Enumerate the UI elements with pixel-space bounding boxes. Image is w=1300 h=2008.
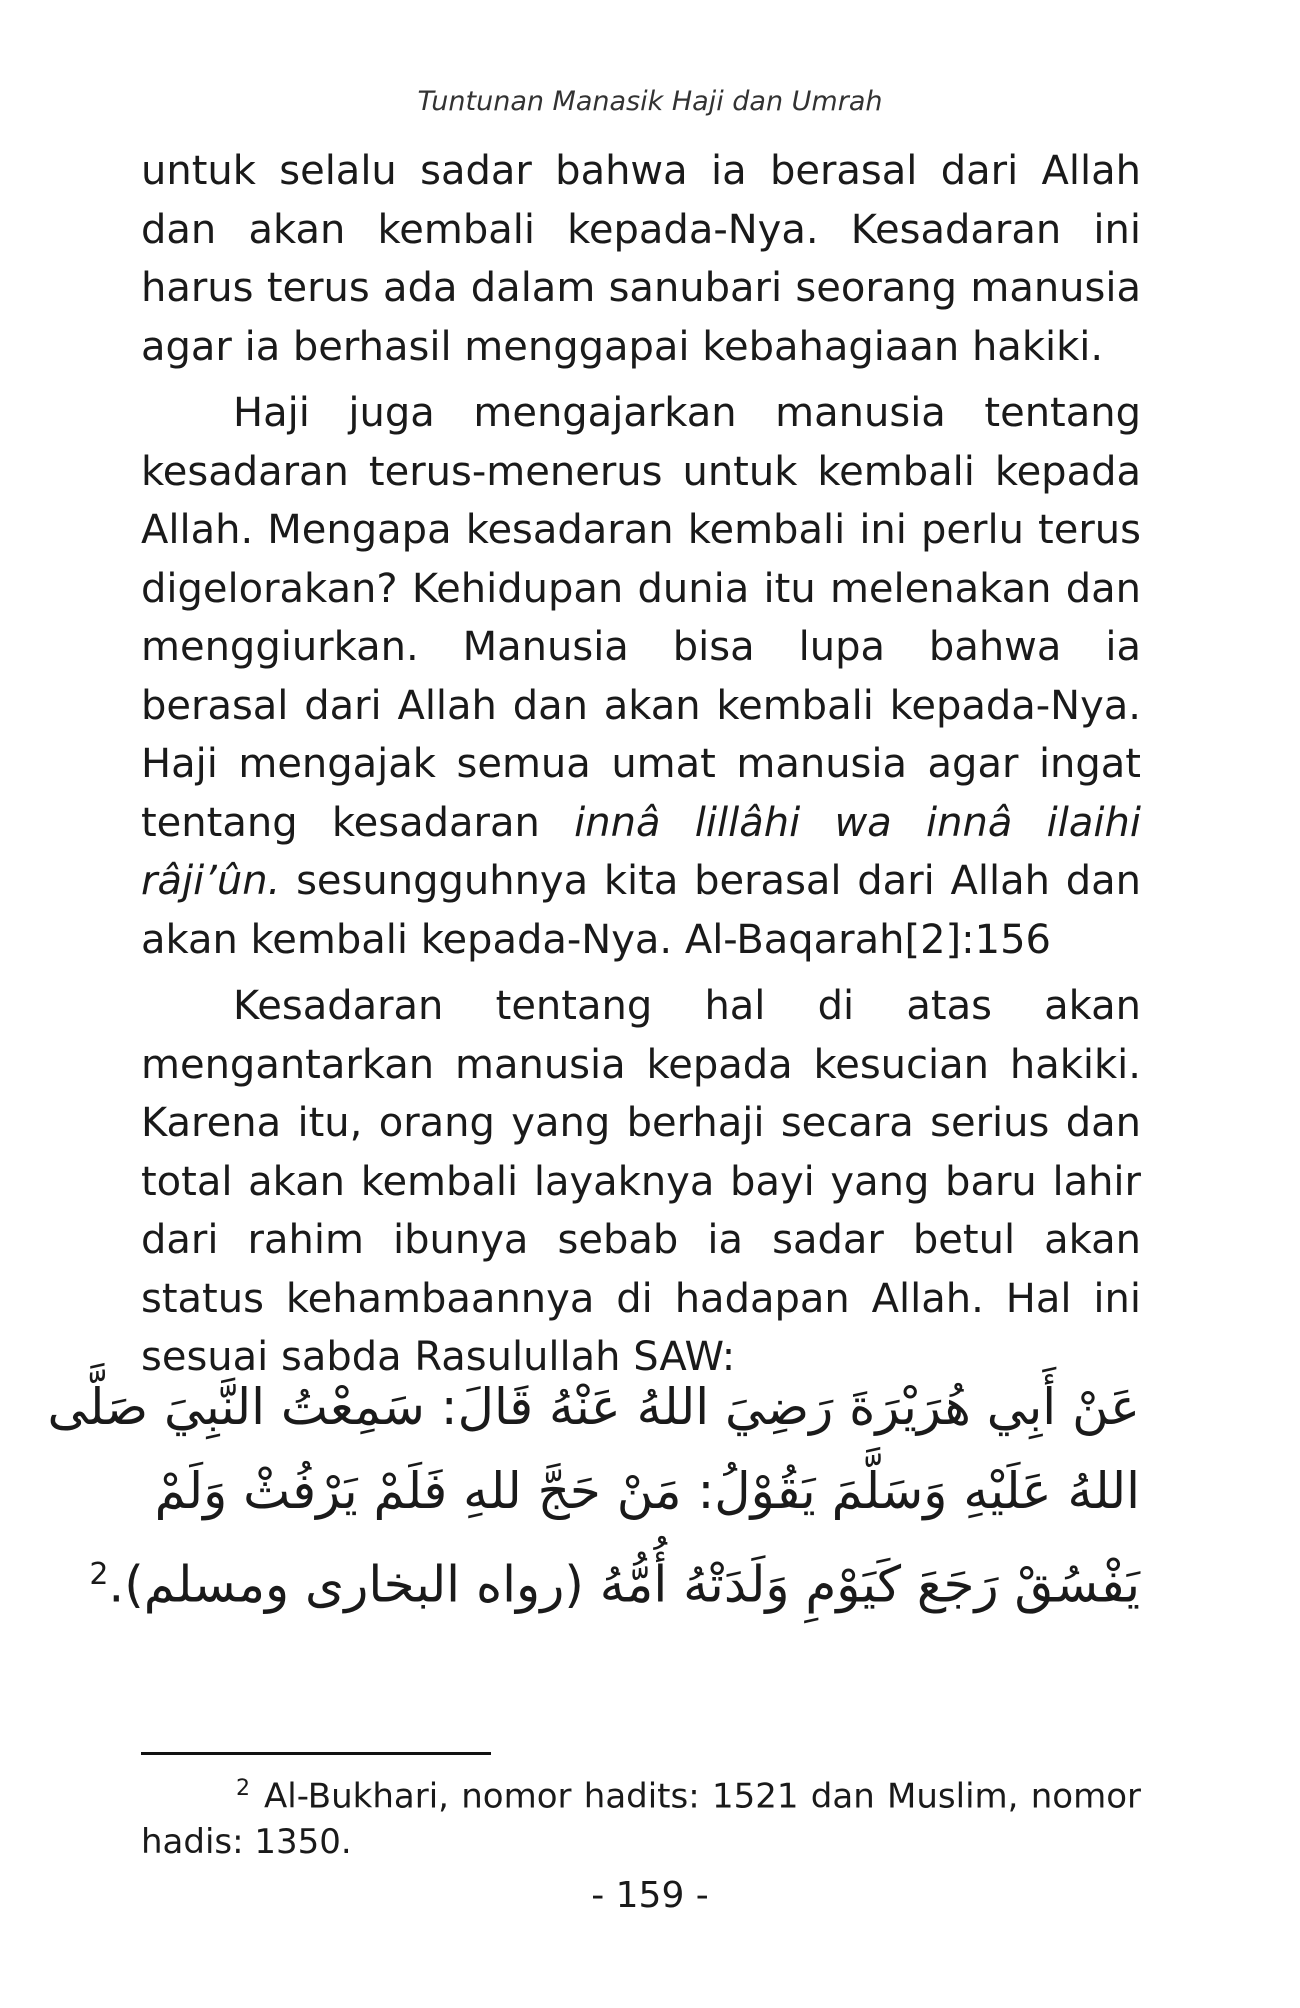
hadith-line-3-wrap (89, 1533, 1140, 1627)
footnote-divider (141, 1752, 491, 1755)
hadith-line-1: عَنْ أَبِي هُرَيْرَةَ رَضِيَ اللهُ عَنْهُ قَالَ: سَمِعْتُ النَّبِيَ صَلَّى (47, 1378, 1140, 1436)
page-number: - 159 - (591, 1875, 709, 1916)
paragraph-2 (141, 384, 1141, 969)
footnote-reference[interactable]: 2 (89, 1557, 109, 1592)
paragraph-3: Kesadaran tentang hal di atas akan mengantarkan manusia kepada kesucian hakiki. Karena itu, orang yang berhaji secara serius dan total akan kembali layaknya bayi yang baru lahir dari rahim ibunya sebab ia sadar betul akan status kehambaannya di hadapan Allah. Hal ini sesuai sabda Rasulullah SAW: (141, 983, 1141, 1380)
hadith-line-3: يَفْسُقْ رَجَعَ كَيَوْمِ وَلَدَتْهُ أُمُّهُ (رواه البخارى ومسلم). (108, 1555, 1140, 1614)
body-text (141, 142, 1141, 1387)
paragraph-2-text-end: sesungguhnya kita berasal dari Allah dan akan kembali kepada-Nya. Al-Baqarah[2]:156 (141, 858, 1141, 963)
transliteration-phrase: innâ lillâhi wa innâ ilaihi râji’ûn. (141, 799, 1141, 904)
hadith-line-2: اللهُ عَلَيْهِ وَسَلَّمَ يَقُوْلُ: مَنْ حَجَّ للهِ فَلَمْ يَرْفُثْ وَلَمْ (154, 1462, 1140, 1520)
footnote (141, 1766, 1141, 1865)
footnote-text: Al-Bukhari, nomor hadits: 1521 dan Muslim, nomor hadis: 1350. (141, 1776, 1141, 1863)
paragraph-2-text-start: Haji juga mengajarkan manusia tentang kesadaran terus-menerus untuk kembali kepada Allah. Mengapa kesadaran kembali ini perlu terus digelorakan? Kehidupan dunia itu melenakan dan menggiurkan. Manusia bisa lupa bahwa ia berasal dari Allah dan akan kembali kepada-Nya. Haji mengajak semua umat manusia agar ingat tentang kesadaran (141, 390, 1141, 846)
hadith-arabic-text (47, 1365, 1140, 1627)
paragraph-1: untuk selalu sadar bahwa ia berasal dari Allah dan akan kembali kepada-Nya. Kesadaran ini harus terus ada dalam sanubari seorang manusia agar ia berhasil menggapai kebahagiaan hakiki. (141, 148, 1141, 370)
footnote-number: 2 (236, 1776, 250, 1801)
running-header: Tuntunan Manasik Haji dan Umrah (417, 86, 883, 117)
